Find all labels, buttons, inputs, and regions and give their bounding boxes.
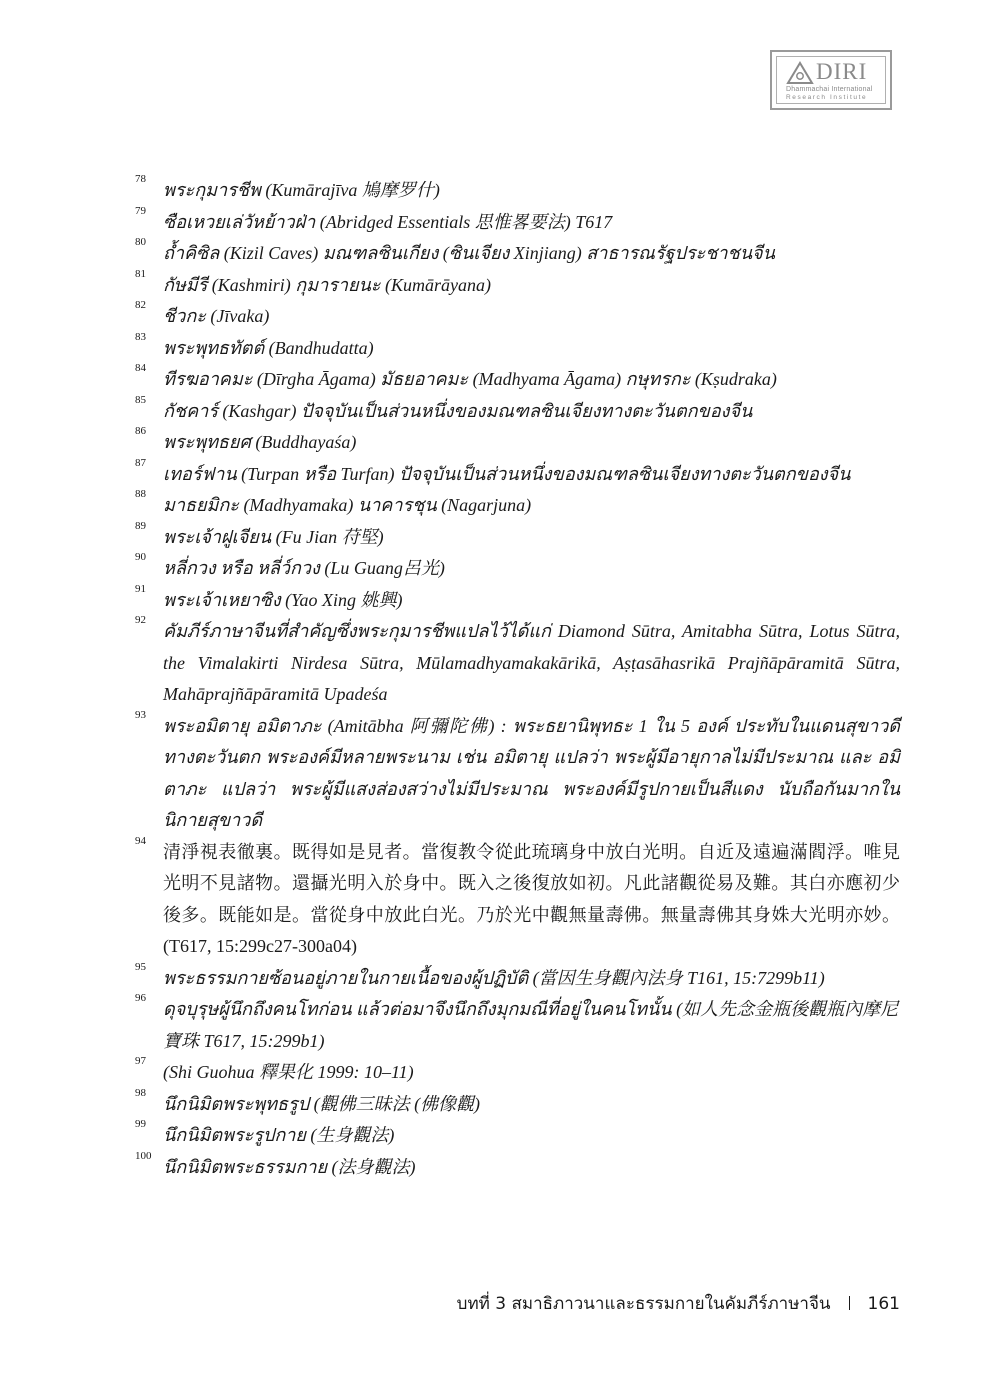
page-footer [457, 1290, 900, 1317]
footnote [135, 708, 900, 837]
footnote-text: มาธยมิกะ (Madhyamaka) นาคารชุน (Nagarjuna) [163, 495, 532, 515]
diri-logo [770, 50, 892, 110]
footnote-number: 85 [135, 393, 146, 406]
footnote [135, 834, 900, 963]
page-number: 161 [867, 1294, 900, 1314]
footnote [135, 364, 900, 396]
footnote-number: 91 [135, 582, 146, 595]
footnote [135, 456, 900, 491]
footnote-number: 84 [135, 362, 146, 374]
footnote-text: นึกนิมิตพระรูปกาย (生身觀法) [163, 1125, 395, 1145]
footnote-number: 99 [135, 1118, 146, 1130]
footnote [135, 267, 900, 302]
triangle-emblem-icon [786, 61, 814, 85]
footnote-text: หลี่กวง หรือ หลี่ว์กวง (Lu Guang呂光) [163, 558, 445, 578]
footnote-text: ชีวกะ (Jīvaka) [163, 306, 270, 326]
footnote-text: พระอมิตายุ อมิตาภะ (Amitābha 阿彌陀佛) : พระธยานิพุทธะ 1 ใน 5 องค์ ประทับในแดนสุขาวดีทางตะวันตก พระองค์มีหลายพระนาม เช่น อมิตายุ แปลว่า พระผู้มีอายุกาลไม่มีประมาณ และ อมิตาภะ แปลว่า พระผู้มีแสงส่องสว่างไม่มีประมาณ พระองค์มีรูปกายเป็นสีแดง นับถือกันมากในนิกายสุขาวดี [163, 715, 900, 830]
footnote [135, 519, 900, 554]
footnote-text: กัชคาร์ (Kashgar) ปัจจุบันเป็นส่วนหนึ่งของมณฑลซินเจียงทางตะวันตกของจีน [163, 400, 753, 421]
footnote [135, 582, 900, 617]
footnote-number: 87 [135, 456, 146, 469]
footnote [135, 1149, 900, 1184]
footnote-number: 93 [135, 708, 146, 721]
footnote-text: เทอร์ฟาน (Turpan หรือ Turfan) ปัจจุบันเป็นส่วนหนึ่งของมณฑลซินเจียงทางตะวันตกของจีน [163, 463, 851, 484]
footnote [135, 393, 900, 428]
logo-subtitle-line2: Research Institute [786, 94, 868, 101]
footnote-number: 86 [135, 425, 146, 437]
footnote-text: ถ้ำคิซิล (Kizil Caves) มณฑลซินเกียง (ซินเจียง Xinjiang) สาธารณรัฐประชาชนจีน [163, 243, 775, 263]
footnote-number: 79 [135, 204, 146, 217]
footnote-text: กัษมีรี (Kashmiri) กุมารายนะ (Kumārāyana) [163, 274, 491, 295]
logo-subtitle-line1: Dhammachai International [786, 86, 873, 93]
footnote [135, 490, 900, 522]
footnote-number: 92 [135, 614, 146, 626]
footnote-number: 83 [135, 330, 146, 343]
footnote-number: 100 [135, 1149, 152, 1162]
footnote-text: (Shi Guohua 釋果化 1999: 10–11) [163, 1062, 414, 1082]
footnote-text: พระธรรมกายซ้อนอยู่ภายในกายเนื้อของผู้ปฏิบัติ (當因生身觀內法身 T161, 15:7299b11) [163, 967, 825, 988]
footnote-number: 96 [135, 992, 146, 1004]
footnote-text: พระกุมารชีพ (Kumārajīva 鳩摩罗什) [163, 180, 440, 200]
footnote [135, 553, 900, 585]
footnote [135, 1120, 900, 1152]
footnotes-list [135, 175, 900, 1183]
footnote-text: พระเจ้าฝูเจียน (Fu Jian 苻堅) [163, 526, 384, 547]
footnote-number: 89 [135, 519, 146, 532]
footnote-text: คัมภีร์ภาษาจีนที่สำคัญซึ่งพระกุมารชีพแปลไว้ได้แก่ Diamond Sūtra, Amitabha Sūtra, Lotus Sūtra, the Vimalakirti Nirdesa Sūtra, Mūlamadhyamakakārikā, Aṣṭasāhasrikā Prajñāpāramitā Sūtra, Mahāprajñāpāramitā Upadeśa [163, 621, 900, 704]
footnote-number: 95 [135, 960, 146, 973]
footnote [135, 427, 900, 459]
footnote-text: ซือเหวยเล่วัหย้าวฝ่า (Abridged Essentials 思惟畧要法) T617 [163, 211, 613, 232]
footnote [135, 175, 900, 207]
footnote [135, 616, 900, 711]
footnote-number: 80 [135, 236, 146, 248]
footnote [135, 994, 900, 1057]
footnote-number: 94 [135, 834, 146, 847]
footnote-number: 82 [135, 299, 146, 311]
footnote-text: ทีรฆอาคมะ (Dīrgha Āgama) มัธยอาคมะ (Madhyama Āgama) กษุทรกะ (Kṣudraka) [163, 369, 777, 389]
footnote-number: 98 [135, 1086, 146, 1099]
footnote-text: พระพุทธทัตต์ (Bandhudatta) [163, 337, 374, 358]
footnote-text: พระเจ้าเหยาซิง (Yao Xing 姚興) [163, 589, 403, 610]
footnote-text: นึกนิมิตพระธรรมกาย (法身觀法) [163, 1156, 416, 1177]
footnote-text: ดุจบุรุษผู้นึกถึงคนโทก่อน แล้วต่อมาจึงนึกถึงมุกมณีที่อยู่ในคนโทนั้น (如人先念金瓶後觀瓶內摩尼寶珠 T617, 15:299b1) [163, 999, 899, 1051]
footnote [135, 301, 900, 333]
footnote [135, 204, 900, 239]
footnote [135, 960, 900, 995]
footnote-number: 97 [135, 1055, 146, 1067]
logo-name: DIRI [816, 59, 868, 84]
footnote-number: 78 [135, 173, 146, 185]
footnote-number: 81 [135, 267, 146, 280]
footnote-number: 90 [135, 551, 146, 563]
footnote [135, 330, 900, 365]
footnote [135, 238, 900, 270]
chapter-title: บทที่ 3 สมาธิภาวนาและธรรมกายในคัมภีร์ภาษาจีน [456, 1294, 831, 1314]
footer-divider [849, 1296, 850, 1310]
footnote [135, 1086, 900, 1121]
footnote-text: 清淨視表徹裏。既得如是見者。當復教令從此琉璃身中放白光明。自近及遠遍滿閻浮。唯見光明不見諸物。還攝光明入於身中。既入之後復放如初。凡此諸觀從易及難。其白亦應初少 後多。既能如是。當從身中放此白光。乃於光中觀無量壽佛。無量壽佛其身姝大光明亦妙。(T617, 15:299c27-300a04) [163, 841, 900, 956]
footnote-number: 88 [135, 488, 146, 500]
footnote [135, 1057, 900, 1089]
footnote-text: พระพุทธยศ (Buddhayaśa) [163, 432, 357, 452]
footnote-text: นึกนิมิตพระพุทธรูป (觀佛三昧法 (佛像觀) [163, 1093, 481, 1114]
